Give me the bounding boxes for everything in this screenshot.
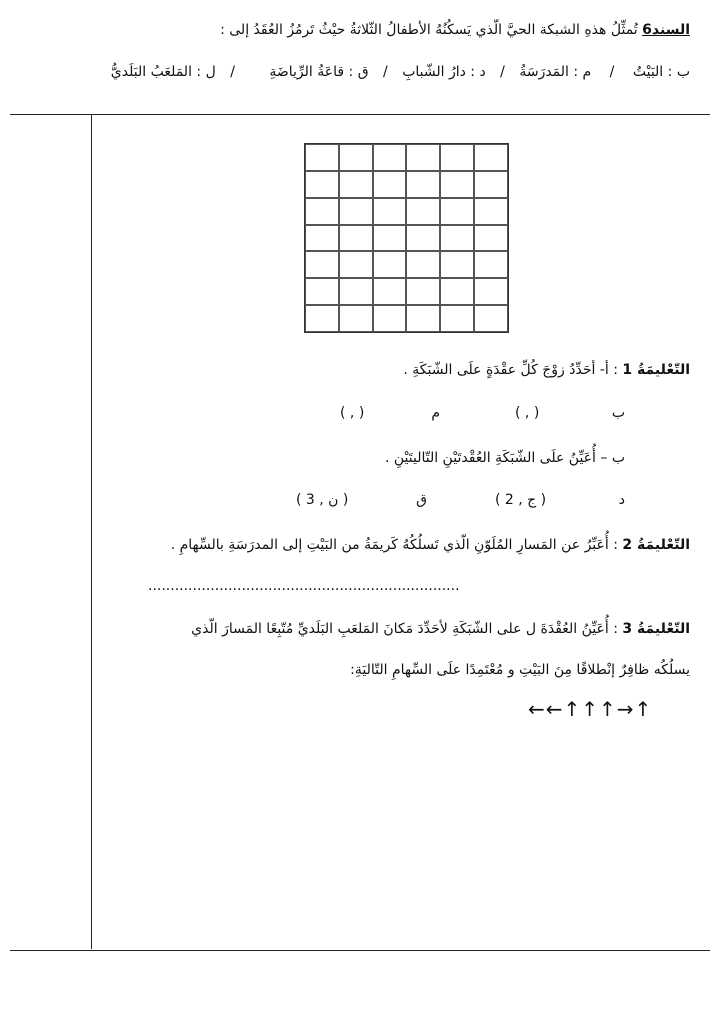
node-b-label: ب <box>611 405 625 421</box>
grid-cell <box>406 305 440 332</box>
bottom-divider <box>10 950 710 951</box>
legend-line <box>111 64 690 80</box>
grid-cell <box>339 171 373 198</box>
node-d-pair: ( 2 , ج ) <box>495 492 547 508</box>
grid-cell <box>305 144 339 171</box>
grid-cell <box>474 144 508 171</box>
task3-label: التّعْليمَةُ 3 <box>622 621 690 637</box>
node-m-pair: ( , ) <box>340 405 365 421</box>
grid-cell <box>474 305 508 332</box>
grid-cell <box>373 198 407 225</box>
task3-line <box>191 621 690 637</box>
grid-cell <box>373 305 407 332</box>
task3-text: : أُعَيِّنُ العُقْدَةَ ل على الشّبَكَةِ لأحَدِّدَ مَكانَ المَلعَبِ البَلَديِّ مُتّبِعًا المَسارَ الّذي <box>191 621 618 637</box>
node-q-label: ق <box>416 492 427 508</box>
grid-cell <box>305 251 339 278</box>
grid-cell <box>305 278 339 305</box>
grid-cell <box>474 225 508 252</box>
grid-cell <box>440 198 474 225</box>
grid-cell <box>339 225 373 252</box>
legend-separator: / <box>609 64 615 80</box>
margin-line <box>91 114 92 949</box>
legend-item: م : المَدرَسَةُ <box>519 64 592 80</box>
grid-cell <box>406 144 440 171</box>
legend-separator: / <box>230 64 235 80</box>
legend-item: ق : قاعَةُ الرِّياضَةِ <box>269 64 369 80</box>
node-m-row <box>431 405 440 421</box>
answer-dots: ...................................................................... <box>148 578 460 594</box>
grid-cell <box>406 225 440 252</box>
grid-cell <box>474 198 508 225</box>
grid-cell <box>440 144 474 171</box>
task1-part-b: ب – أُعَيِّنُ علَى الشّبَكَةِ العُقْدتَيْنِ التّاليتَيْنِ . <box>384 450 625 466</box>
node-q-row <box>416 492 427 508</box>
node-d-row <box>619 492 625 508</box>
grid-cell <box>406 198 440 225</box>
task1-line <box>403 362 690 378</box>
header-line <box>220 22 690 38</box>
grid-cell <box>474 171 508 198</box>
node-b-row <box>612 405 625 421</box>
grid-cell <box>339 251 373 278</box>
grid-cell <box>305 305 339 332</box>
grid-cell <box>373 251 407 278</box>
grid-cell <box>406 171 440 198</box>
node-b-pair: ( , ) <box>515 405 540 421</box>
task1-part-a: : أ- أحَدِّدُ زوْجَ كُلِّ عقْدَةٍ علَى الشّبَكَةِ . <box>403 362 618 378</box>
document-label: السند6 <box>642 22 690 38</box>
grid-cell <box>406 278 440 305</box>
legend-item: ب : البَيْتُ <box>632 64 690 80</box>
top-divider <box>10 114 710 115</box>
grid-cell <box>440 251 474 278</box>
grid-cell <box>373 171 407 198</box>
grid-cell <box>305 171 339 198</box>
grid-cell <box>339 144 373 171</box>
grid-cell <box>440 225 474 252</box>
grid-cell <box>474 251 508 278</box>
task2-line <box>171 537 690 553</box>
grid-cell <box>339 305 373 332</box>
node-q-pair: ( 3 , ن ) <box>296 492 349 508</box>
neighborhood-grid <box>304 143 509 333</box>
legend-separator: / <box>500 64 505 80</box>
legend-item: ل : المَلعَبُ البَلَديُّ <box>110 64 216 80</box>
grid-cell <box>339 278 373 305</box>
grid-cell <box>339 198 373 225</box>
node-d-label: د <box>618 492 625 508</box>
task2-label: التّعْليمَةُ 2 <box>622 537 690 553</box>
arrows-sequence: ←←↑↑↑→↑ <box>528 697 653 721</box>
header-text: تُمثِّلُ هذهِ الشبكة الحيَّ الّذي يَسكُنُهُ الأطفالُ الثّلاثةُ حيْثُ تَرمُزُ العُقَدُ إلى : <box>220 22 638 38</box>
grid-cell <box>373 144 407 171</box>
node-m-label: م <box>431 405 440 421</box>
task2-text: : أُعَبِّرُ عن المَسارِ المُلَوّنِ الّذي تَسلُكُهُ كَريمَةُ من البَيْتِ إلى المدرَسَةِ بالسِّهامِ . <box>170 537 618 553</box>
grid-cell <box>305 198 339 225</box>
grid-cell <box>440 278 474 305</box>
grid-cell <box>440 305 474 332</box>
task1-label: التّعْليمَةُ 1 <box>622 362 690 378</box>
grid-cell <box>406 251 440 278</box>
grid-cell <box>440 171 474 198</box>
grid-cell <box>474 278 508 305</box>
grid-cell <box>373 225 407 252</box>
grid-cell <box>305 225 339 252</box>
grid-cell <box>373 278 407 305</box>
legend-separator: / <box>383 64 388 80</box>
task3-line-2: يسلُكُه ظافِرٌ إنْطلاقًا مِنَ البَيْتِ و مُعْتَمِدًا علَى السِّهامِ التّاليَةِ: <box>350 662 690 678</box>
legend-item: د : دارُ الشّبابِ <box>402 64 486 80</box>
